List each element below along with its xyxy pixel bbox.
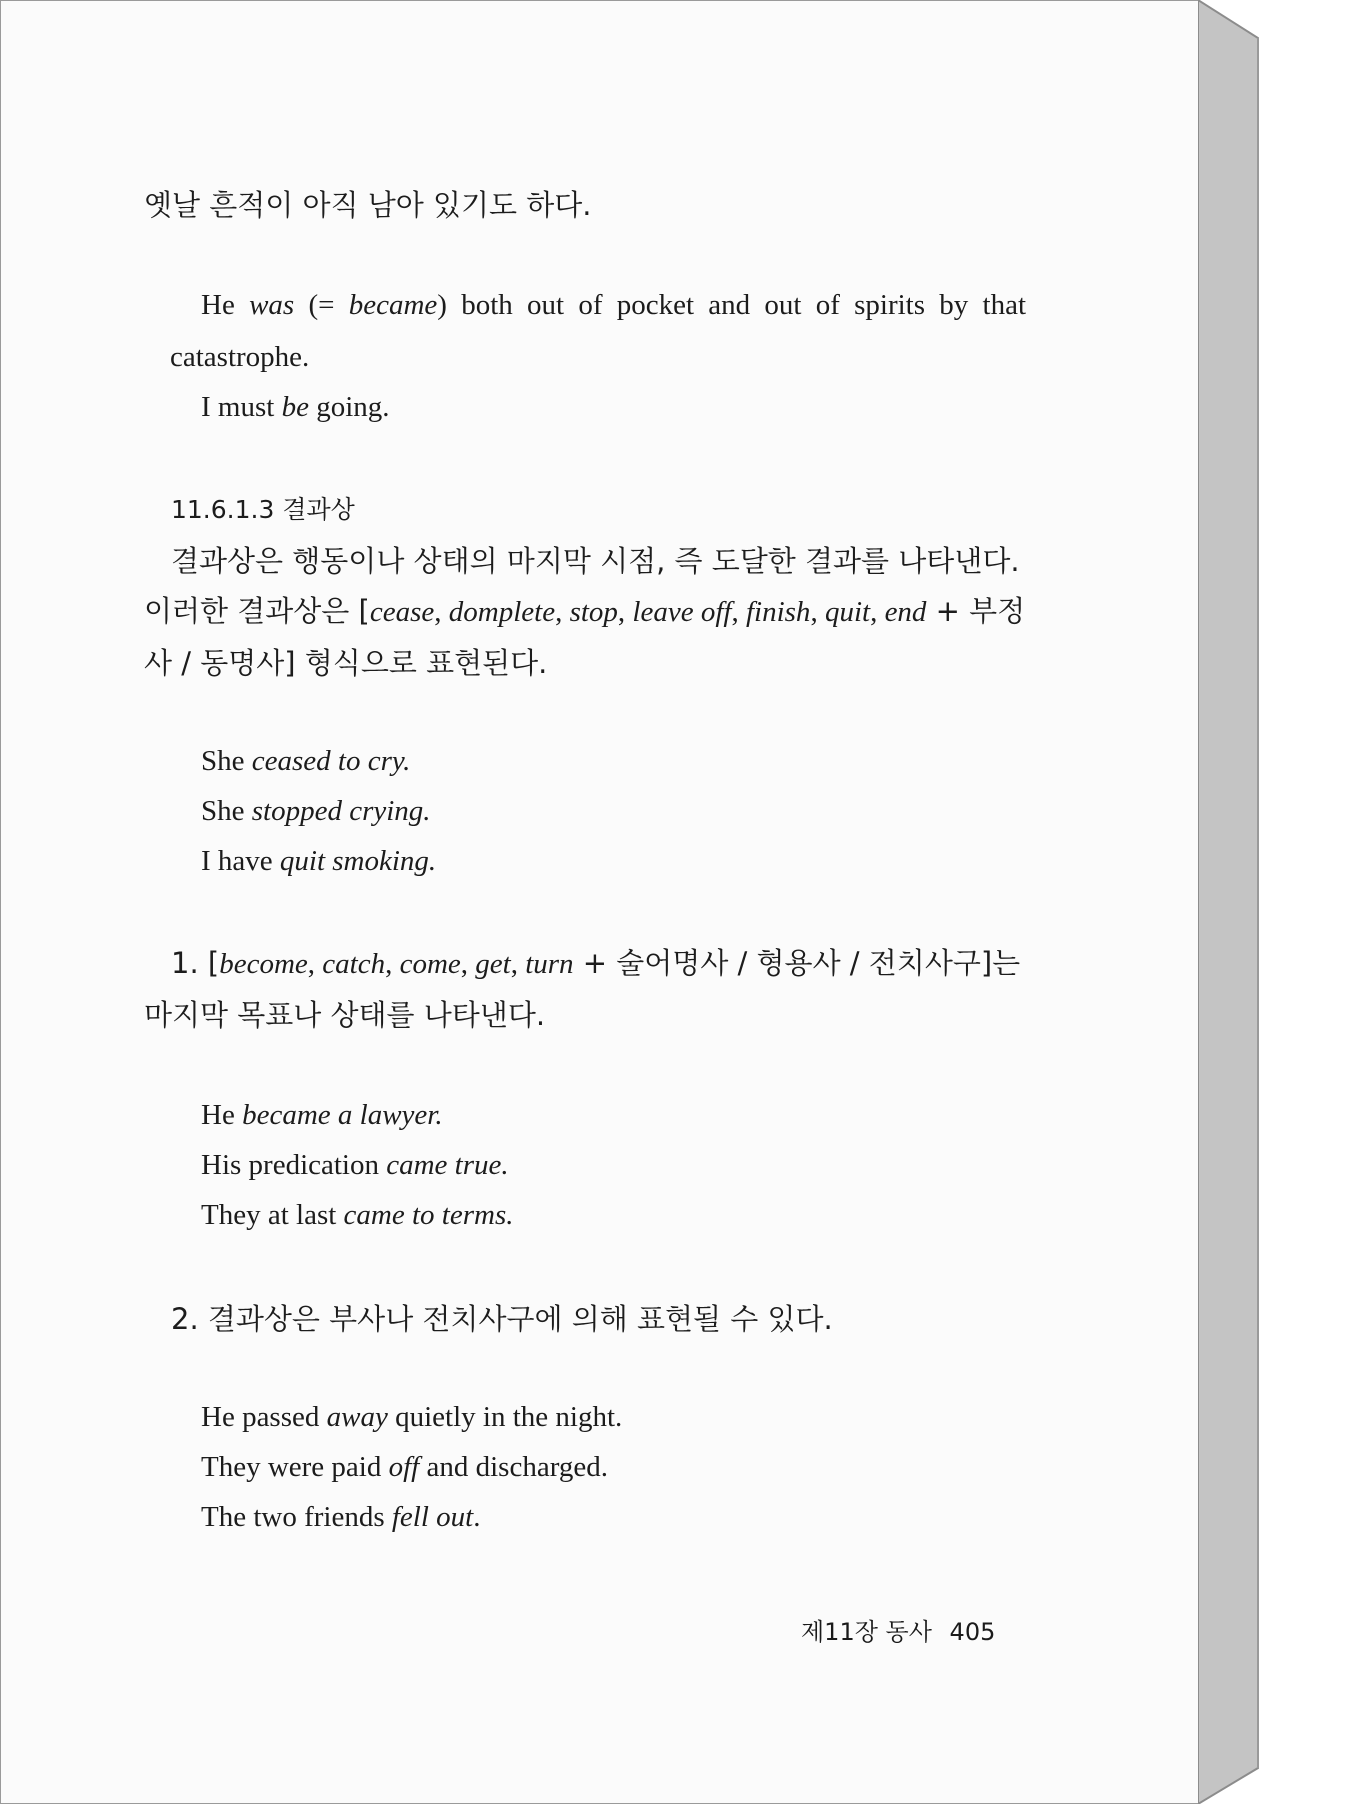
example-line [201, 291, 1026, 320]
paragraph-line [144, 594, 1026, 628]
example-line [201, 1453, 608, 1482]
verb-separator: , [555, 596, 570, 628]
verb-item: stop [569, 596, 618, 628]
example-line [201, 1151, 509, 1180]
example-text: She [201, 795, 252, 827]
example-italic: quit smoking. [279, 845, 437, 877]
example-line [201, 847, 436, 876]
list-marker: 1. [ [171, 946, 220, 980]
example-text: quietly in the night. [387, 1401, 623, 1433]
example-line [201, 1503, 480, 1532]
example-line [201, 393, 390, 422]
example-text: They at last [201, 1199, 344, 1231]
verb-item: come [399, 948, 461, 980]
verb-separator: , [307, 948, 323, 980]
example-text: His predication [201, 1149, 387, 1181]
example-line [201, 1101, 443, 1130]
verb-separator: , [731, 596, 746, 628]
verb-separator: , [385, 948, 400, 980]
example-text: He [201, 289, 250, 321]
example-text: going. [308, 391, 390, 423]
example-text: I have [201, 845, 280, 877]
example-italic: became [348, 289, 438, 321]
example-italic: came true. [386, 1149, 509, 1181]
example-text: He [201, 1099, 243, 1131]
verb-separator: , [617, 596, 633, 628]
verb-separator: , [460, 948, 476, 980]
example-line-cont: catastrophe. [170, 341, 310, 373]
verb-item: end [884, 596, 927, 628]
example-line [201, 797, 431, 826]
verb-item: turn [525, 948, 574, 980]
verb-separator: , [870, 596, 885, 628]
example-italic: came to terms. [343, 1199, 514, 1231]
verb-item: become [219, 948, 308, 980]
verb-item: cease [369, 596, 435, 628]
verb-item: quit [824, 596, 871, 628]
example-line [201, 1201, 513, 1230]
verb-item: finish [745, 596, 811, 628]
verb-separator: , [434, 596, 449, 628]
example-text: I must [201, 391, 282, 423]
paragraph-line: 사 / 동명사] 형식으로 표현된다. [144, 646, 548, 680]
example-italic: became a lawyer. [242, 1099, 443, 1131]
paragraph-line: 마지막 목표나 상태를 나타낸다. [144, 998, 546, 1032]
verb-item: leave off [632, 596, 732, 628]
example-text: They were paid [201, 1451, 389, 1483]
example-text: ) both out of pocket and out of spirits by that [437, 289, 1026, 321]
verb-separator: , [510, 948, 526, 980]
example-italic: away [326, 1401, 388, 1433]
example-text: She [201, 745, 252, 777]
example-italic: be [281, 391, 309, 423]
example-text: (= [294, 289, 349, 321]
verb-item: domplete [448, 596, 556, 628]
book-spine [1198, 0, 1266, 1804]
paragraph-text: + 부정 [926, 594, 1026, 628]
list-item-1 [171, 946, 1021, 980]
example-italic: stopped crying. [251, 795, 431, 827]
top-line: 옛날 흔적이 아직 남아 있기도 하다. [144, 188, 592, 222]
verb-list [219, 948, 573, 980]
example-italic: off [388, 1451, 420, 1483]
section-heading: 11.6.1.3 결과상 [171, 495, 355, 524]
verb-separator: , [810, 596, 825, 628]
example-line [201, 1403, 622, 1432]
example-italic: ceased to cry. [251, 745, 411, 777]
paragraph-text: 이러한 결과상은 [ [144, 594, 370, 628]
list-item-2: 2. 결과상은 부사나 전치사구에 의해 표현될 수 있다. [171, 1302, 833, 1336]
example-text: . [473, 1501, 481, 1533]
verb-item: get [475, 948, 511, 980]
chapter-label: 제11장 동사 [801, 1618, 932, 1646]
page-footer [801, 1612, 995, 1647]
example-text: and discharged. [419, 1451, 608, 1483]
paragraph-text: + 술어명사 / 형용사 / 전치사구]는 [573, 946, 1021, 980]
verb-item: catch [322, 948, 386, 980]
verb-list [370, 596, 927, 628]
example-text: The two friends [201, 1501, 392, 1533]
example-italic: was [249, 289, 295, 321]
page-number: 405 [949, 1618, 996, 1646]
paragraph-line: 결과상은 행동이나 상태의 마지막 시점, 즉 도달한 결과를 나타낸다. [171, 544, 1020, 578]
example-italic: fell out [391, 1501, 474, 1533]
example-line [201, 747, 410, 776]
example-text: He passed [201, 1401, 327, 1433]
